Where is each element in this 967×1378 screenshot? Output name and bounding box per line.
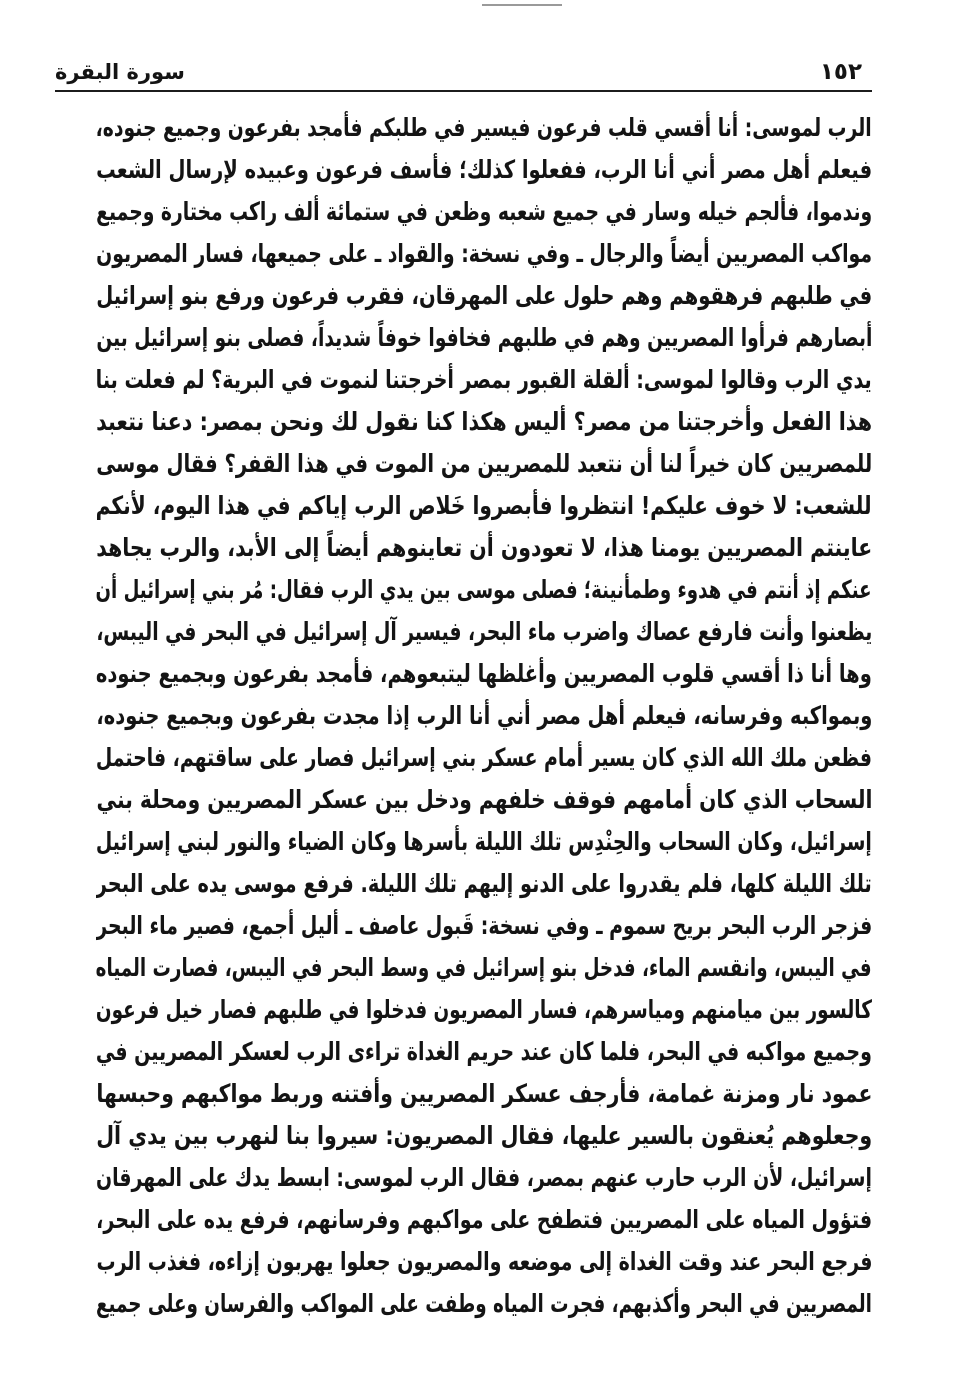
line-text: يظعنوا وأنت فارفع عصاك واضرب ماء البحر، فيسير آل إسرائيل في البحر في اليبس، [96,617,872,646]
text-line [96,1115,872,1157]
line-text: عمود نار ومزنة غمامة، فأرجف عسكر المصريين وأفتنه وربط مواكبهم وحبسها [96,1079,872,1108]
text-line [96,275,872,317]
page-number: ١٥٢ [819,59,862,85]
text-line [96,905,872,947]
line-text: هذا الفعل وأخرجتنا من مصر؟ أليس هكذا كنا نقول لك ونحن بمصر: دعنا نتعبد [96,407,872,436]
text-line [96,527,872,569]
header-rule [55,90,872,92]
line-text: للشعب: لا خوف عليكم! انتظروا فأبصروا خَلاص الرب إياكم في هذا اليوم، لأنكم [96,491,872,520]
line-text: أبصارهم فرأوا المصريين وهم في طلبهم فخافوا خوفاً شديداً، فصلى بنو إسرائيل بين [96,323,872,352]
line-text: عاينتم المصريين يومنا هذا، لا تعودون أن تعاينوهم أيضاً إلى الأبد، والرب يجاهد [96,533,872,562]
text-line [96,401,872,443]
text-line [96,149,872,191]
line-text: مواكب المصريين أيضاً والرجال ـ وفي نسخة: والقواد ـ على جميعها، فسار المصريون [96,239,872,268]
line-text: عنكم إذ أنتم في هدوء وطمأنينة؛ فصلى موسى بين يدي الرب فقال: مُر بني إسرائيل أن [96,575,872,604]
line-text: الرب لموسى: أنا أقسي قلب فرعون فيسير في طلبكم فأمجد بفرعون وجميع جنوده، [96,113,872,142]
text-line [96,695,872,737]
line-text: تلك الليلة كلها، فلم يقدروا على الدنو إليهم تلك الليلة. فرفع موسى يده على البحر [96,869,872,898]
text-line [96,821,872,863]
text-line [96,1073,872,1115]
line-text: وجعلوهم يُعنقون بالسير عليها، فقال المصريون: سيروا بنا لنهرب بين يدي آل [96,1121,872,1150]
text-line [96,485,872,527]
line-text: يدي الرب وقالوا لموسى: ألقلة القبور بمصر أخرجتنا لنموت في البرية؟ لم فعلت بنا [96,365,872,394]
line-text: السحاب الذي كان أمامهم فوقف خلفهم ودخل بين عسكر المصريين ومحلة بني [96,785,872,814]
line-text: وجميع مواكبه في البحر، فلما كان عند حريم الغداة تراءى الرب لعسكر المصريين في [96,1037,872,1066]
line-text: فيعلم أهل مصر أني أنا الرب، ففعلوا كذلك؛ فأسف فرعون وعبيده لإرسال الشعب [96,155,872,184]
text-line [96,233,872,275]
line-text: المصريين في البحر وأكذبهم، فجرت المياه وطفت على المواكب والفرسان وعلى جميع [96,1289,872,1318]
line-text: وندموا، فألجم خيله وسار في جميع شعبه وظعن في ستمائة ألف راكب مختارة وجميع [96,197,872,226]
body-text [96,107,872,1325]
line-text: إسرائيل، وكان السحاب والحِنْدِس تلك الليلة بأسرها وكان الضياء والنور لبني إسرائيل [96,827,872,856]
text-line [96,653,872,695]
scan-mark [482,4,562,6]
page-header [55,56,872,90]
line-text: فظعن ملك الله الذي كان يسير أمام عسكر بني إسرائيل فصار على ساقتهم، فاحتمل [96,743,872,772]
line-text: فزجر الرب البحر بريح سموم ـ وفي نسخة: قَبول عاصف ـ أليل أجمع، فصير ماء البحر [96,911,872,940]
line-text: فتؤول المياه على المصريين فتطفح على مواكبهم وفرسانهم، فرفع يده على البحر، [96,1205,872,1234]
text-line [96,317,872,359]
line-text: في اليبس، وانقسم الماء، فدخل بنو إسرائيل في وسط البحر في اليبس، فصارت المياه [96,953,872,982]
text-line [96,107,872,149]
text-line [96,611,872,653]
text-line [96,443,872,485]
text-line [96,779,872,821]
line-text: في طلبهم فرهقوهم وهم حلول على المهرقان، فقرب فرعون ورفع بنو إسرائيل [96,281,872,310]
text-line [96,1199,872,1241]
running-title: سورة البقرة [55,60,185,84]
text-line [96,569,872,611]
text-line [96,1157,872,1199]
text-line [96,359,872,401]
text-line [96,1241,872,1283]
line-text: إسرائيل، لأن الرب حارب عنهم بمصر، فقال الرب لموسى: ابسط يدك على المهرقان [96,1163,872,1192]
line-text: فرجع البحر عند وقت الغداة إلى موضعه والمصريون جعلوا يهربون إزاءه، فغذب الرب [96,1247,872,1276]
text-line [96,989,872,1031]
line-text: كالسور بين ميامنهم ومياسرهم، فسار المصريون فدخلوا في طلبهم فصار خيل فرعون [96,995,872,1024]
line-text: وها أنا ذا أقسي قلوب المصريين وأغلظها ليتبعوهم، فأمجد بفرعون وبجميع جنوده [96,659,872,688]
text-line [96,191,872,233]
line-text: للمصريين كان خيراً لنا أن نتعبد للمصريين من الموت في هذا القفر؟ فقال موسى [96,449,872,478]
text-line [96,1031,872,1073]
text-line [96,1283,872,1325]
line-text: وبمواكبه وفرسانه، فيعلم أهل مصر أني أنا الرب إذا مجدت بفرعون وبجميع جنوده، [96,701,872,730]
text-line [96,863,872,905]
text-line [96,737,872,779]
text-line [96,947,872,989]
